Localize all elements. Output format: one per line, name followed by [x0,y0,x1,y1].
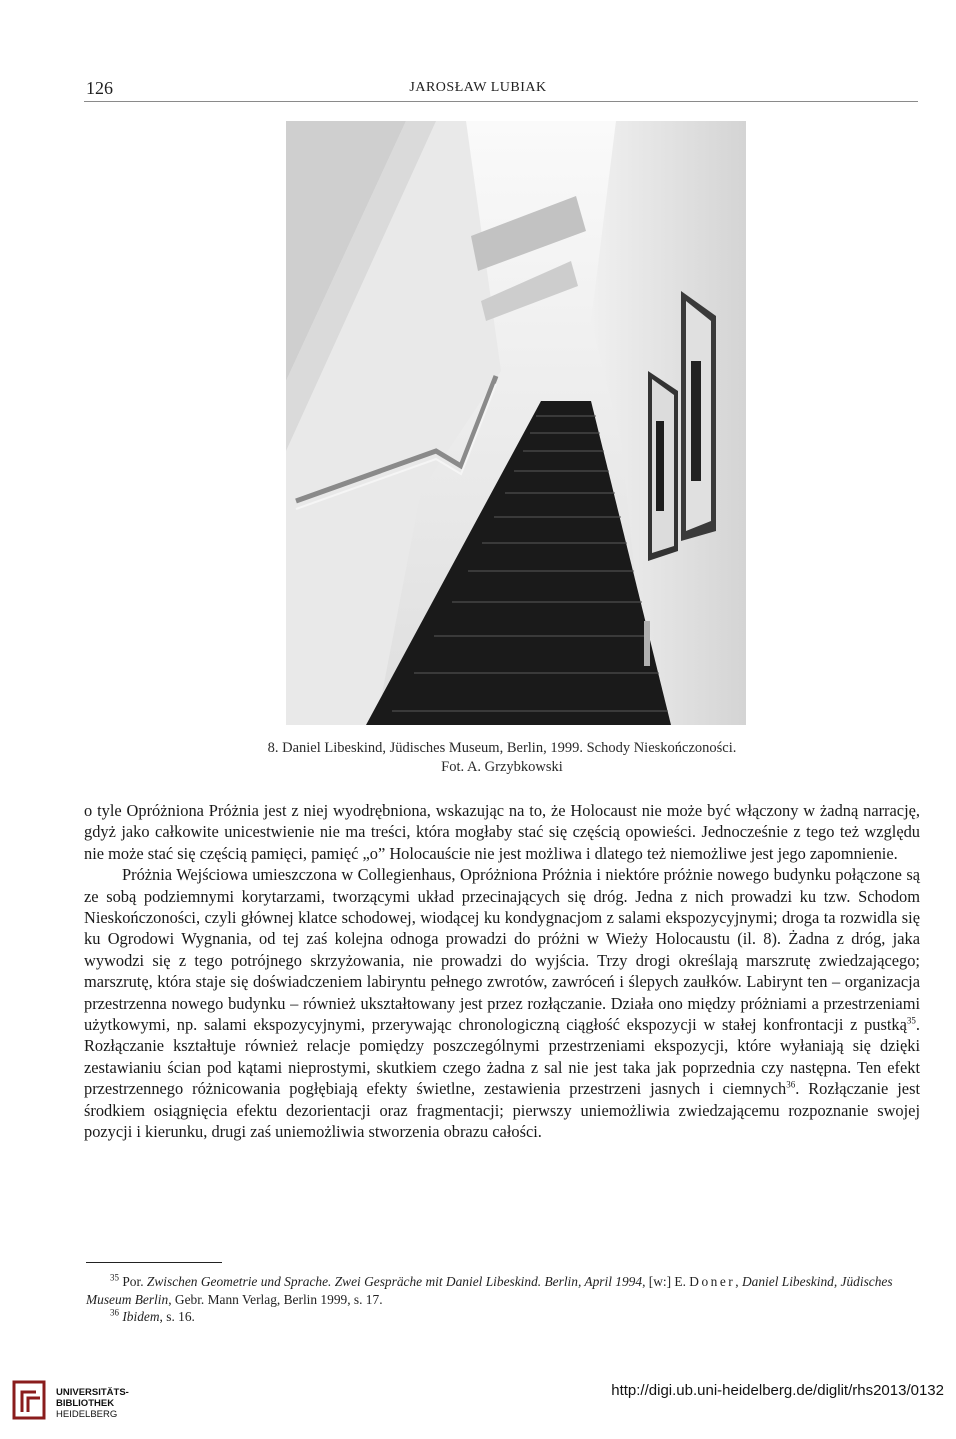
footnote-ibidem: Ibidem [119,1309,160,1324]
page-number: 126 [86,78,113,98]
footnote-author: Doner [689,1274,736,1289]
footnote-number: 36 [110,1307,119,1318]
footnote-rule [86,1262,222,1263]
library-logo-icon [12,1380,46,1420]
library-name-line-3: HEIDELBERG [56,1409,118,1420]
staircase-photograph [286,121,746,725]
running-head: JAROSŁAW LUBIAK [409,80,547,95]
library-name [56,1387,129,1420]
staircase-photo-drawing [286,121,746,725]
footnote-text: Por. [119,1274,147,1289]
paragraph-2-part-c: . Rozłączanie jest środkiem osiągnięcia efektu dezorientacji oraz fragmentacji; pierwszy uniemożliwia zwiedzającemu rozpoznanie swojej pozycji i kierunku, drugi zaś uniemożliwia stworzenia obrazu całości. [84,1079,920,1142]
body-text [84,800,920,1143]
footnotes [86,1273,920,1326]
footnote-35 [86,1273,920,1308]
footnote-text: , s. 16. [159,1309,195,1324]
footnote-number: 35 [110,1272,119,1283]
footnote-ref-36: 36 [786,1079,796,1090]
footnote-title: Zwischen Geometrie und Sprache. Zwei Gespräche mit Daniel Libeskind. Berlin, April 1994 [146,1274,643,1289]
paragraph-2 [84,864,920,1142]
source-url-link[interactable]: http://digi.ub.uni-heidelberg.de/diglit/rhs2013/0132 [611,1382,944,1399]
header-rule [84,101,918,102]
paragraph-2-part-b: . Rozłączanie kształtuje również relacje pomiędzy poszczególnymi przestrzeniami ekspozycji, które wyłaniają się dzięki zestawianiu ścian pod kątami nieprostymi, skutkiem czego żadna z sal nie jest taka jak poprzednia czy następna. Ten efekt przestrzennego różnicowania pogłębiają efekty świetlne, zestawienia przestrzeni jasnych i ciemnych [84,1015,920,1099]
footnote-36 [86,1308,920,1326]
footnote-ref-35: 35 [906,1015,916,1026]
footnote-text: , [735,1274,742,1289]
footnote-text: , Gebr. Mann Verlag, Berlin 1999, s. 17. [168,1291,383,1307]
footnote-text: , [w:] E. [642,1274,690,1289]
footnote-book-title: Daniel Libeskind, Jüdisches Museum Berlin [86,1274,893,1307]
figure-caption [0,739,956,777]
paragraph-2-part-a: Próżnia Wejściowa umieszczona w Collegienhaus, Opróżniona Próżnia i niektóre próżnie nowego budynku połączone są ze sobą podziemnymi korytarzami, tworzącymi układ przecinających się dróg. Jedna z nich prowadzi ku tzw. Schodom Nieskończoności, czyli głównej klatce schodowej, wiodącej ku kondygnacjom z salami ekspozycyjnymi; droga ta rozwidla się ku Ogrodowi Wygnania, od tej zaś kolejna odnoga prowadzi do próżni w Wieży Holocaustu (il. 8). Żadna z dróg, jaka wywodzi się z tego potrójnego skrzyżowania, nie prowadzi do wyjścia. Trzy drogi określają marszrutę zwiedzającego; marszrutę, która staje się doświadczeniem labiryntu pełnego zwrotów, zawróceń i ślepych zaułków. Labirynt ten – organizacja przestrzenna nowego budynku – również ukształtowany jest przez rozłączanie. Działa ono między próżniami a przestrzeniami użytkowymi, np. salami ekspozycyjnymi, przerywając chronologiczną ciągłość ekspozycji w stałej konfrontacji z pustką [84,865,920,1035]
library-name-line-1: UNIVERSITÄTS- [56,1387,129,1398]
paragraph-1: o tyle Opróżniona Próżnia jest z niej wyodrębniona, wskazując na to, że Holocaust nie może być włączony w żadną narrację, gdyż jako całkowite unicestwienie nie ma treści, która mogłaby stać się częścią opowieści. Jednocześnie z tego też względu nie może stać się częścią pamięci, pamięć „o” Holocauście nie jest możliwa i dlatego też niemożliwe jest jego zapomnienie. [84,801,920,863]
caption-line-1: 8. Daniel Libeskind, Jüdisches Museum, Berlin, 1999. Schody Nieskończoności. [267,740,737,756]
caption-line-2: Fot. A. Grzybkowski [441,759,563,775]
library-name-line-2: BIBLIOTHEK [56,1398,115,1409]
